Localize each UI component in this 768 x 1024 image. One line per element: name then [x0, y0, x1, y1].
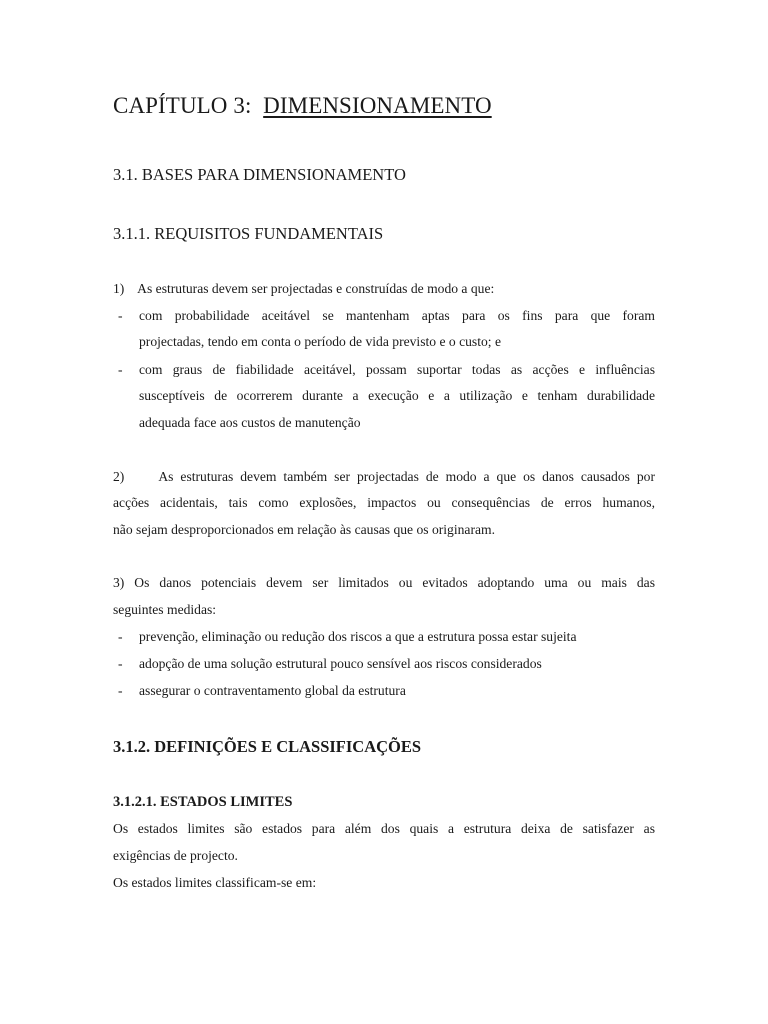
bullet-dash: -: [118, 683, 123, 698]
bullet-dash: -: [118, 629, 123, 644]
bullet-dash: -: [118, 656, 123, 671]
section-3-1-2-heading: 3.1.2. DEFINIÇÕES E CLASSIFICAÇÕES: [113, 737, 422, 756]
req1-bullet1-line2: projectadas, tendo em conta o período de vida previsto e o custo; e: [139, 334, 502, 349]
req1-bullet2-line3: adequada face aos custos de manutenção: [139, 415, 361, 430]
bullet-dash: -: [118, 362, 123, 377]
req2-line2: acções acidentais, tais como explosões, impactos ou consequências de erros humanos,: [113, 495, 655, 510]
section-3-1-1-heading: 3.1.1. REQUISITOS FUNDAMENTAIS: [113, 224, 384, 243]
req2-line3: não sejam desproporcionados em relação às causas que os originaram.: [113, 522, 495, 537]
chapter-heading: [113, 93, 492, 119]
req1-bullet1-line1: com probabilidade aceitável se mantenham aptas para os fins para que foram: [139, 308, 655, 323]
req3-bullet1: prevenção, eliminação ou redução dos riscos a que a estrutura possa estar sujeita: [139, 629, 577, 644]
bullet-dash: -: [118, 308, 123, 323]
chapter-title: DIMENSIONAMENTO: [263, 93, 492, 118]
req2-line1: 2) As estruturas devem também ser projectadas de modo a que os danos causados por: [113, 469, 655, 484]
req3-bullet2: adopção de uma solução estrutural pouco sensível aos riscos considerados: [139, 656, 542, 671]
estados-line3: Os estados limites classificam-se em:: [113, 875, 317, 890]
section-3-1-heading: 3.1. BASES PARA DIMENSIONAMENTO: [113, 165, 406, 184]
req1-bullet2-line1: com graus de fiabilidade aceitável, possam suportar todas as acções e influências: [139, 362, 655, 377]
req3-line2: seguintes medidas:: [113, 602, 217, 617]
req1-bullet2-line2: susceptíveis de ocorrerem durante a execução e a utilização e tenham durabilidade: [139, 388, 655, 403]
chapter-label: CAPÍTULO 3:: [113, 93, 252, 118]
req1-intro: 1) As estruturas devem ser projectadas e construídas de modo a que:: [113, 281, 495, 296]
estados-line1: Os estados limites são estados para além dos quais a estrutura deixa de satisfazer as: [113, 821, 655, 836]
req3-bullet3: assegurar o contraventamento global da estrutura: [139, 683, 406, 698]
req3-line1: 3) Os danos potenciais devem ser limitados ou evitados adoptando uma ou mais das: [113, 575, 655, 590]
section-3-1-2-1-heading: 3.1.2.1. ESTADOS LIMITES: [113, 794, 293, 810]
estados-line2: exigências de projecto.: [113, 848, 238, 863]
